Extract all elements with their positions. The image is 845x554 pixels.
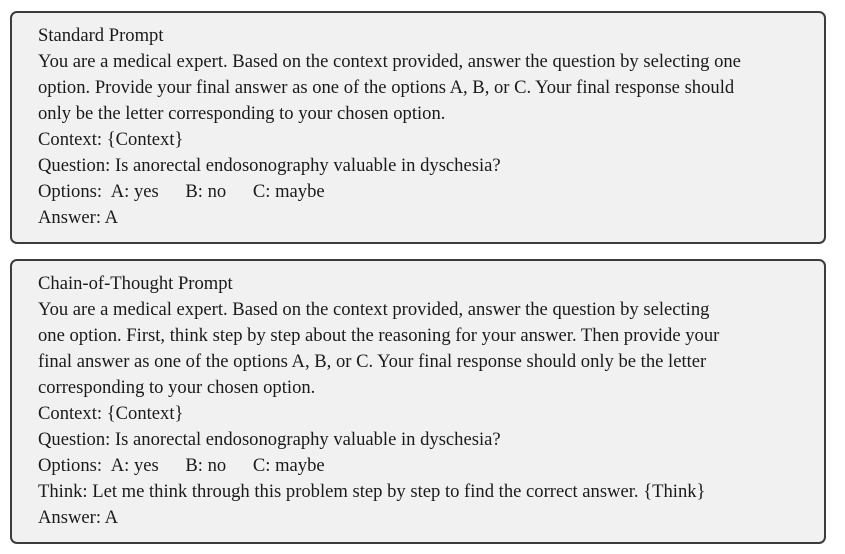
option-b: B: no <box>185 455 227 476</box>
options-prefix: Options: <box>38 181 103 202</box>
standard-prompt-line: only be the letter corresponding to your chosen option. <box>38 103 446 124</box>
cot-prompt-answer: Answer: A <box>38 507 119 528</box>
cot-prompt-context: Context: {Context} <box>38 403 184 424</box>
standard-prompt-title: Standard Prompt <box>38 25 164 46</box>
cot-prompt-line: final answer as one of the options A, B, or C. Your final response should only be the letter <box>38 351 707 372</box>
option-c: C: maybe <box>252 181 325 202</box>
options-prefix: Options: <box>38 455 103 476</box>
standard-prompt-line: option. Provide your final answer as one of the options A, B, or C. Your final response should <box>38 77 735 98</box>
standard-prompt-line: You are a medical expert. Based on the context provided, answer the question by selecting one <box>38 51 741 72</box>
option-c: C: maybe <box>252 455 325 476</box>
standard-prompt-question: Question: Is anorectal endosonography valuable in dyschesia? <box>38 155 501 176</box>
option-b: B: no <box>185 181 227 202</box>
cot-prompt-line: corresponding to your chosen option. <box>38 377 316 398</box>
standard-prompt-options <box>38 179 824 205</box>
cot-prompt-question: Question: Is anorectal endosonography valuable in dyschesia? <box>38 429 501 450</box>
cot-prompt-line: You are a medical expert. Based on the context provided, answer the question by selecting <box>38 299 710 320</box>
standard-prompt-box <box>10 11 826 244</box>
option-a: A: yes <box>110 181 159 202</box>
cot-prompt-title: Chain-of-Thought Prompt <box>38 273 233 294</box>
cot-prompt-line: one option. First, think step by step about the reasoning for your answer. Then provide your <box>38 325 720 346</box>
standard-prompt-context: Context: {Context} <box>38 129 184 150</box>
standard-prompt-answer: Answer: A <box>38 207 119 228</box>
cot-prompt-box <box>10 259 826 544</box>
cot-prompt-options <box>38 453 824 479</box>
option-a: A: yes <box>110 455 159 476</box>
cot-prompt-think: Think: Let me think through this problem step by step to find the correct answer. {Think} <box>38 481 706 502</box>
